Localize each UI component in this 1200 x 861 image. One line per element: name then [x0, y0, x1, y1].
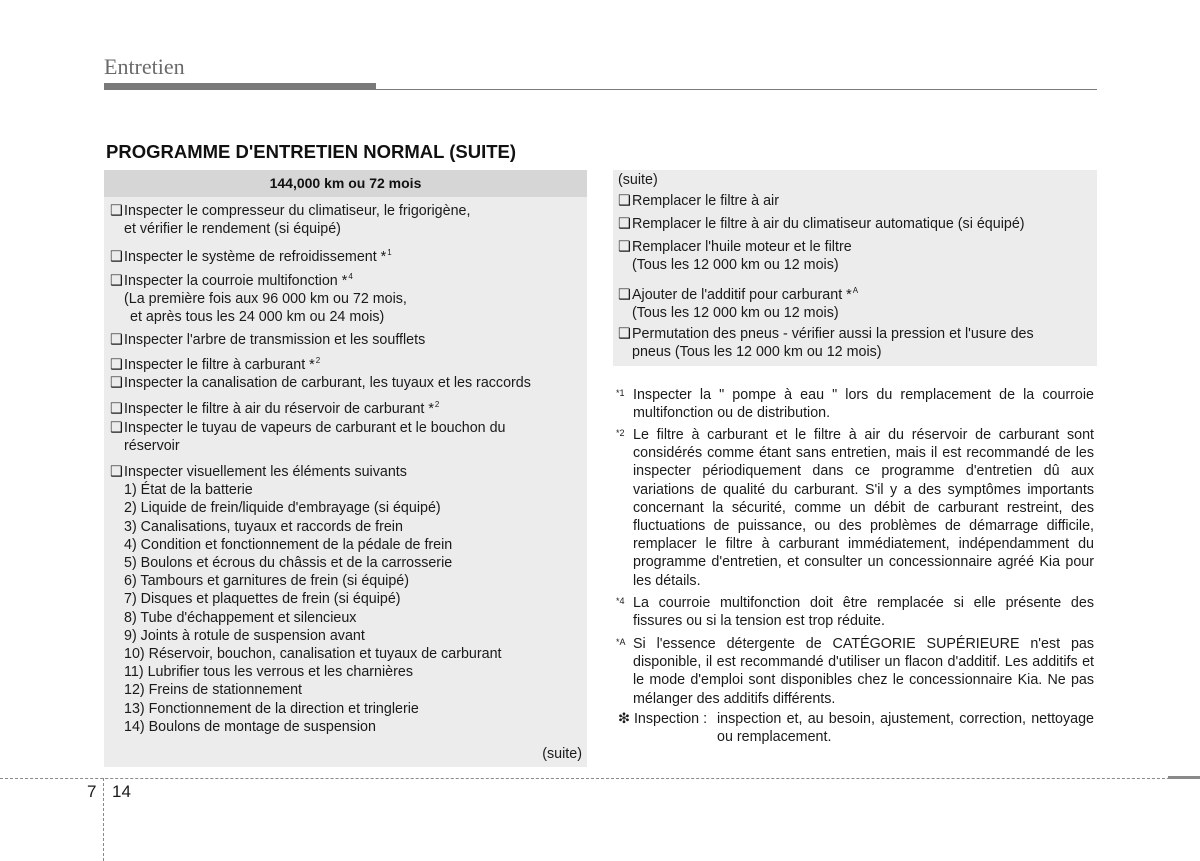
- sub-list-item: 11) Lubrifier tous les verrous et les charnières: [124, 664, 413, 681]
- inspection-label: ❇ Inspection :: [618, 711, 708, 727]
- checkbox-icon: ❑: [110, 357, 123, 373]
- header-rule-thin: [376, 89, 1097, 90]
- footnote-ref: 1: [387, 248, 392, 257]
- checkbox-icon: ❑: [110, 375, 123, 391]
- list-item: ❑Permutation des pneus - vérifier aussi la pression et l'usure des pneus (Tous les 12 000 km ou 12 mois): [618, 326, 1034, 361]
- sub-list-item: 12) Freins de stationnement: [124, 682, 303, 699]
- footnote-ref: 2: [434, 400, 440, 409]
- right-maintenance-panel: [613, 170, 1097, 366]
- interval-header: 144,000 km ou 72 mois: [104, 170, 587, 197]
- list-item: ❑Ajouter de l'additif pour carburant *$^A$ (Tous les 12 000 km ou 12 mois): [618, 286, 859, 322]
- list-item: ❑Inspecter la courroie multifonction *$^4$ (La première fois aux 96 000 km ou 72 mois, et après tous les 24 000 km ou 24 mois): [110, 272, 407, 326]
- left-maintenance-panel: [104, 170, 587, 767]
- sub-list-item: 5) Boulons et écrous du châssis et de la carrosserie: [124, 555, 453, 572]
- checkbox-icon: ❑: [110, 401, 123, 417]
- footnote-ref: A: [852, 286, 859, 295]
- list-item: ❑Remplacer le filtre à air: [618, 193, 779, 209]
- checkbox-icon: ❑: [110, 203, 123, 219]
- list-item: ❑Remplacer l'huile moteur et le filtre (Tous les 12 000 km ou 12 mois): [618, 239, 852, 274]
- footnote: *A Si l'essence détergente de CATÉGORIE SUPÉRIEURE n'est pas disponible, il est recommandé d'utiliser un flacon d'additif. Les additifs et le mode d'emploi sont disponibles chez le concessionnaire Kia. Ne pas mélanger des additifs différents.: [616, 636, 1094, 707]
- checkbox-icon: ❑: [618, 287, 631, 303]
- sub-list-item: 14) Boulons de montage de suspension: [124, 718, 376, 735]
- header-rule-thick: [104, 83, 376, 90]
- sub-list-item: 13) Fonctionnement de la direction et tringlerie: [124, 700, 419, 717]
- list-item: ❑Inspecter le tuyau de vapeurs de carburant et le bouchon du réservoir: [110, 420, 506, 455]
- sub-list-item: 3) Canalisations, tuyaux et raccords de frein: [124, 518, 403, 535]
- footer-divider: [0, 778, 1200, 779]
- continued-label: (suite): [618, 172, 658, 188]
- footnote-mark: *1: [616, 388, 625, 398]
- list-item: ❑Inspecter visuellement les éléments suivants 1) État de la batterie 2) Liquide de frein/liquide d'embrayage (si équipé) 3) Canalisations, tuyaux et raccords de frein 4) Condition et fonctionnement de la pédale de frein 5) Boulons et écrous du châssis et de la carrosserie 6) Tambours et garnitures de frein (si équipé) 7) Disques et plaquettes de frein (si équipé) 8) Tube d'échappement et silencieux 9) Joints à rotule de suspension avant 10) Réservoir, bouchon, canalisation et tuyaux de carburant 11) Lubrifier tous les verrous et les charnières 12) Freins de stationnement 13) Fonctionnement de la direction et tringlerie 14) Boulons de montage de suspension: [110, 464, 502, 735]
- checkbox-icon: ❑: [110, 332, 123, 348]
- footnote-ref: 2: [315, 356, 321, 365]
- footer-tick: [1168, 776, 1200, 779]
- checkbox-icon: ❑: [618, 326, 631, 342]
- inspection-note: ❇ Inspection : inspection et, au besoin, ajustement, correction, nettoyage ou remplacement.: [618, 711, 1094, 746]
- footnote-mark: *2: [616, 428, 625, 438]
- checkbox-icon: ❑: [110, 420, 123, 436]
- page-number: 14: [112, 782, 131, 801]
- list-item: ❑Inspecter le système de refroidissement *$^1$: [110, 248, 392, 265]
- list-item: ❑Inspecter l'arbre de transmission et les soufflets: [110, 332, 426, 348]
- list-item: ❑Inspecter la canalisation de carburant, les tuyaux et les raccords: [110, 375, 531, 391]
- list-item: ❑Remplacer le filtre à air du climatiseur automatique (si équipé): [618, 216, 1025, 232]
- sub-list-item: 1) État de la batterie: [124, 482, 253, 499]
- sub-list-item: 9) Joints à rotule de suspension avant: [124, 627, 365, 644]
- footnote-mark: *A: [616, 637, 626, 647]
- checkbox-icon: ❑: [110, 464, 123, 480]
- chapter-number: 7: [87, 782, 97, 801]
- sub-list-item: 4) Condition et fonctionnement de la pédale de frein: [124, 536, 453, 553]
- checkbox-icon: ❑: [618, 239, 631, 255]
- footnote-mark: *4: [616, 596, 625, 606]
- list-item: ❑Inspecter le compresseur du climatiseur, le frigorigène, et vérifier le rendement (si équipé): [110, 203, 471, 238]
- footnote: *2 Le filtre à carburant et le filtre à air du réservoir de carburant sont considérés comme étant sans entretien, mais il est recommandé de les inspecter périodiquement dans ce programme d'entretien dû aux variations de qualité du carburant. S'il y a des symptômes importants concernant la sécurité, comme un débit de carburant restreint, des fluctuations de puissance, ou des problèmes de démarrage difficile, remplacer le filtre à carburant immédiatement, indépendamment du programme d'entretien, et consulter un concessionnaire agréé Kia pour les détails.: [616, 427, 1094, 589]
- checkbox-icon: ❑: [618, 193, 631, 209]
- checkbox-icon: ❑: [110, 273, 123, 289]
- checkbox-icon: ❑: [618, 216, 631, 232]
- footer-vertical-divider: [103, 778, 104, 861]
- sub-list-item: 8) Tube d'échappement et silencieux: [124, 609, 357, 626]
- page-header-title: Entretien: [104, 54, 185, 79]
- sub-list-item: 6) Tambours et garnitures de frein (si équipé): [124, 573, 410, 590]
- checkbox-icon: ❑: [110, 249, 123, 265]
- footnote-ref: 4: [348, 272, 353, 281]
- footnote: *4 La courroie multifonction doit être remplacée si elle présente des fissures ou si la tension est trop réduite.: [616, 595, 1094, 630]
- sub-list-item: 10) Réservoir, bouchon, canalisation et tuyaux de carburant: [124, 646, 502, 663]
- list-item: ❑Inspecter le filtre à carburant *$^2$: [110, 356, 321, 373]
- continued-label: (suite): [542, 746, 582, 762]
- footnote: *1 Inspecter la " pompe à eau " lors du remplacement de la courroie multifonction ou de distribution.: [616, 387, 1094, 422]
- sub-list-item: 2) Liquide de frein/liquide d'embrayage (si équipé): [124, 500, 441, 517]
- section-heading: PROGRAMME D'ENTRETIEN NORMAL (SUITE): [106, 141, 517, 162]
- list-item: ❑Inspecter le filtre à air du réservoir de carburant *$^2$: [110, 400, 440, 417]
- sub-list-item: 7) Disques et plaquettes de frein (si équipé): [124, 591, 401, 608]
